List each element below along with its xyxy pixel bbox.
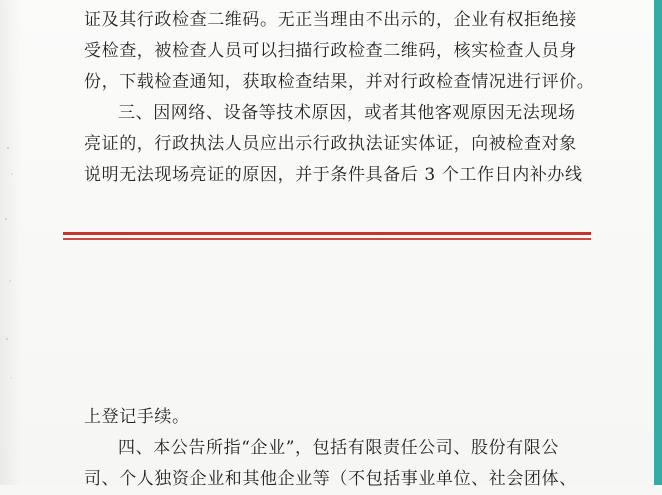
right-edge-bar xyxy=(654,0,662,485)
paragraph-line: 受检查，被检查人员可以扫描行政检查二维码，核实检查人员身 xyxy=(84,41,577,61)
bottom-text-block xyxy=(84,402,584,495)
red-divider-thick-line xyxy=(63,232,591,235)
paragraph-line: 司、个人独资企业和其他企业等（不包括事业单位、社会团体、 xyxy=(84,469,577,489)
red-divider xyxy=(63,232,591,242)
paragraph-line: 份，下载检查通知，获取检查结果，并对行政检查情况进行评价。 xyxy=(84,72,595,92)
top-text-block xyxy=(84,5,595,191)
paragraph-line: 说明无法现场亮证的原因，并于条件具备后 3 个工作日内补办线 xyxy=(84,165,583,185)
paragraph-line: 三、因网络、设备等技术原因，或者其他客观原因无法现场 xyxy=(118,103,576,123)
paragraph-line: 四、本公告所指“企业”，包括有限责任公司、股份有限公 xyxy=(118,438,559,458)
red-divider-thin-line xyxy=(63,238,591,240)
paragraph-line: 亮证的，行政执法人员应出示行政执法证实体证，向被检查对象 xyxy=(84,134,577,154)
scan-specks xyxy=(2,140,20,410)
paragraph-line: 证及其行政检查二维码。无正当理由不出示的，企业有权拒绝接 xyxy=(84,10,577,30)
paragraph-line: 上登记手续。 xyxy=(84,407,190,427)
